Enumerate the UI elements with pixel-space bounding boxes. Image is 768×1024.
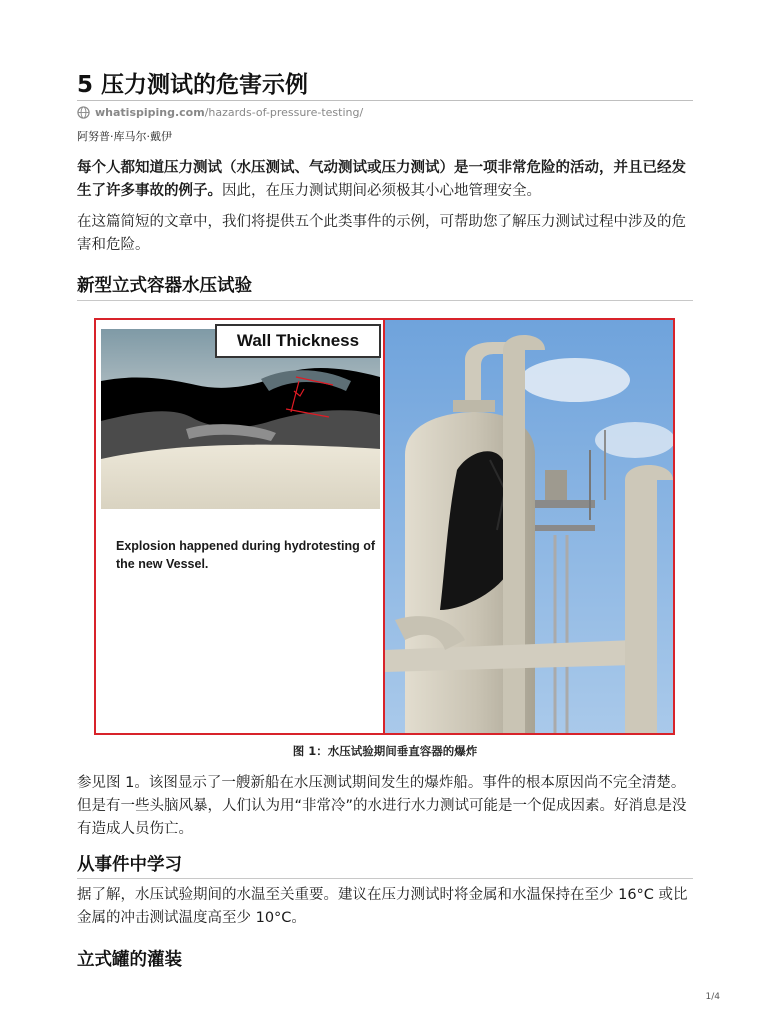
section-divider — [77, 300, 693, 301]
source-domain-link[interactable]: whatispiping.com — [95, 106, 205, 119]
intro-paragraph — [77, 157, 693, 203]
globe-icon — [77, 106, 90, 119]
section-heading-tank-filling: 立式罐的灌装 — [77, 950, 182, 970]
intro-rest-text: 因此，在压力测试期间必须极其小心地管理安全。 — [222, 183, 541, 199]
explosion-note: Explosion happened during hydrotesting of the new Vessel. — [116, 539, 376, 571]
section-heading-learning: 从事件中学习 — [77, 855, 182, 875]
page-number: 1/4 — [705, 992, 720, 1002]
figure-1 — [94, 318, 675, 735]
exploded-vessel-photo — [385, 320, 673, 733]
intro-paragraph-2: 在这篇简短的文章中，我们将提供五个此类事件的示例，可帮助您了解压力测试过程中涉及的危害和危险。 — [77, 214, 686, 253]
section-divider — [77, 878, 693, 879]
wall-thickness-label: Wall Thickness — [215, 324, 381, 358]
source-line — [77, 106, 363, 119]
author: 阿努普·库马尔·戴伊 — [77, 130, 172, 143]
figure-caption: 图 1：水压试验期间垂直容器的爆炸 — [292, 744, 478, 758]
intro-bold-text: 每个人都知道压力测试（水压测试、气动测试或压力测试）是一项非常危险的活动，并且已经发生了许多事故的例子。 — [77, 160, 686, 199]
figure-explanation-paragraph: 参见图 1。该图显示了一艘新船在水压测试期间发生的爆炸船。事件的根本原因尚不完全清楚。但是有一些头脑风暴，人们认为用“非常冷”的水进行水力测试可能是一个促成因素。好消息是没有造成人员伤亡。 — [77, 775, 687, 837]
figure-left-panel — [96, 320, 385, 733]
figure-right-panel — [385, 320, 673, 733]
page-title: 5 压力测试的危害示例 — [77, 72, 309, 98]
learning-paragraph: 据了解，水压试验期间的水温至关重要。建议在压力测试时将金属和水温保持在至少 16°C 或比金属的冲击测试温度高至少 10°C。 — [77, 887, 688, 926]
source-path: /hazards-of-pressure-testing/ — [204, 106, 364, 119]
section-heading-vessel: 新型立式容器水压试验 — [77, 276, 252, 296]
title-divider — [77, 100, 693, 101]
